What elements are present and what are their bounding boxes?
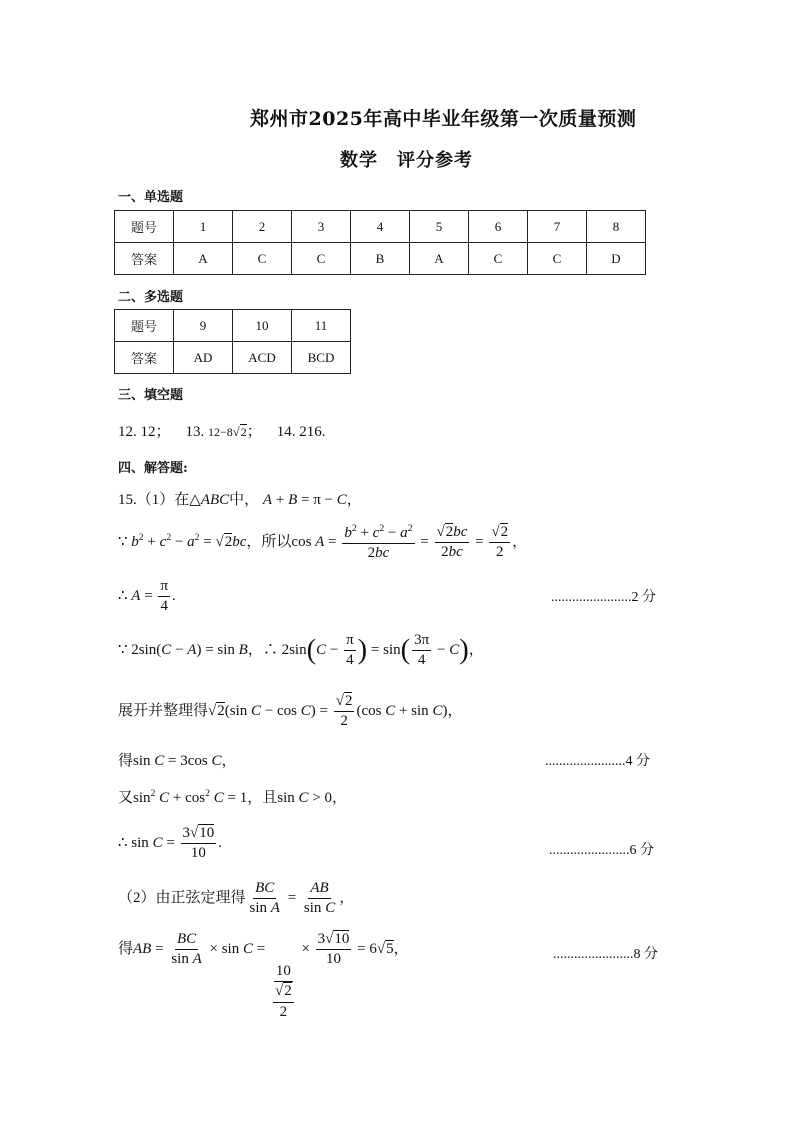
table-cell: 6 — [469, 211, 528, 243]
score-marker: .......................6 分 — [549, 843, 654, 858]
table-cell: C — [528, 243, 587, 275]
table-row — [115, 310, 351, 342]
answer-12: 12. 12； — [118, 424, 171, 440]
solution-line-3: ∴ A = $\frac{\pi}{4}$ . — [118, 578, 176, 615]
solution-line-7: 又$\sin^2 C + \cos^2 C = 1$，且sin C > 0， — [118, 788, 348, 806]
table-cell: C — [469, 243, 528, 275]
solution-line-6: 得sin C = 3cos C， — [118, 753, 237, 769]
table-cell: C — [233, 243, 292, 275]
table-cell: 答案 — [115, 243, 174, 275]
answer-13-value: 12−8√2 — [208, 425, 247, 439]
table-cell: ACD — [233, 342, 292, 374]
single-choice-answer-table — [114, 210, 646, 275]
table-cell: 11 — [292, 310, 351, 342]
table-cell: 7 — [528, 211, 587, 243]
table-cell: 3 — [292, 211, 351, 243]
table-cell: A — [174, 243, 233, 275]
solution-line-2: ∵ $b^2 + c^2 - a^2 = √2bc$，所以cos A = $\frac{b^2 + c^2 - a^2}{2bc}$ = $\frac{√2bc}{2bc}$ = $\frac{√2}{2}$ ， — [118, 523, 528, 562]
table-cell: 8 — [587, 211, 646, 243]
solution-line-4: ∵ 2sin(C − A) = sin B，∴ 2sin(C − $\frac{\pi}{4}$ ) = sin( $\frac{3\pi}{4}$ − C)， — [118, 632, 484, 669]
table-cell: 9 — [174, 310, 233, 342]
table-cell: 题号 — [115, 310, 174, 342]
multi-choice-answer-table — [114, 309, 351, 374]
solution-line-5: 展开并整理得√2(sin C − cos C) = $\frac{√2}{2}$ (cos C + sin C)， — [118, 693, 463, 730]
score-marker: .......................4 分 — [545, 754, 650, 769]
table-cell: 题号 — [115, 211, 174, 243]
score-marker: .......................2 分 — [551, 590, 656, 605]
table-cell: 4 — [351, 211, 410, 243]
table-row — [115, 243, 646, 275]
table-cell: 10 — [233, 310, 292, 342]
section-heading-fill-blank: 三、填空题 — [118, 388, 184, 403]
section-heading-multi-choice: 二、多选题 — [118, 290, 184, 305]
section-heading-solutions: 四、解答题: — [118, 461, 188, 476]
section-heading-single-choice: 一、单选题 — [118, 190, 184, 205]
answer-13-label: 13. — [185, 424, 205, 440]
table-cell: 答案 — [115, 342, 174, 374]
solution-line-9: （2）由正弦定理得 $\frac{BC}{\text{sin A}}$ = $\frac{AB}{\text{sin C}}$ ， — [118, 880, 355, 917]
table-cell: C — [292, 243, 351, 275]
table-cell: B — [351, 243, 410, 275]
table-cell: 1 — [174, 211, 233, 243]
fill-blank-answers: 12. 12； 13. 12−8√2； 14. 216. — [118, 424, 326, 440]
solution-line-10: 得AB = $\frac{BC}{\text{sin A}}$ × sin C = $\frac{10}{\frac{√2}{2}}$ × $\frac{3√10}{10}$ = 6√5， — [118, 931, 409, 1020]
table-cell: 2 — [233, 211, 292, 243]
table-cell: 5 — [410, 211, 469, 243]
page-title: 郑州市2025年高中毕业年级第一次质量预测 — [250, 108, 637, 130]
solution-line-1: 15.（1）在△ABC中， A + B = π − C， — [118, 492, 362, 508]
page-subtitle: 数学 评分参考 — [340, 150, 473, 171]
score-marker: .......................8 分 — [553, 947, 658, 962]
table-row — [115, 211, 646, 243]
table-cell: BCD — [292, 342, 351, 374]
solution-line-8: ∴ sin C = $\frac{3√10}{10}$ . — [118, 825, 223, 862]
table-cell: D — [587, 243, 646, 275]
table-cell: A — [410, 243, 469, 275]
table-cell: AD — [174, 342, 233, 374]
answer-14: 14. 216. — [276, 424, 326, 440]
table-row — [115, 342, 351, 374]
